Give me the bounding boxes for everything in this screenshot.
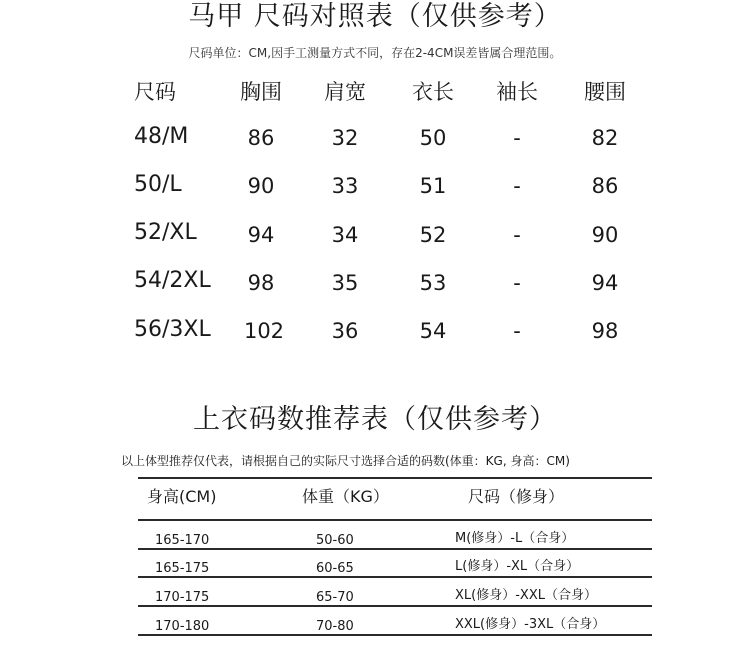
header-shoulder: 肩宽 xyxy=(324,80,366,104)
row-chest: 94 xyxy=(247,223,275,247)
row-size-fit: L(修身）-XL（合身） xyxy=(455,559,580,574)
row-size: 48/M xyxy=(134,124,189,149)
row-waist: 90 xyxy=(591,223,619,247)
row-size: 54/2XL xyxy=(134,268,211,293)
row-sleeve: - xyxy=(513,319,521,343)
row-shoulder: 36 xyxy=(331,319,359,343)
row-size: 56/3XL xyxy=(134,317,211,342)
row-shoulder: 34 xyxy=(331,223,359,247)
table-divider xyxy=(138,548,652,550)
header-size-fit: 尺码（修身） xyxy=(468,487,565,506)
row-length: 52 xyxy=(419,223,447,247)
row-chest: 86 xyxy=(247,126,275,150)
row-height: 170-180 xyxy=(155,619,210,634)
header-length: 衣长 xyxy=(412,80,454,104)
top-size-recommend-title: 上衣码数推荐表（仅供参考） xyxy=(193,404,557,435)
row-waist: 94 xyxy=(591,271,619,295)
row-sleeve: - xyxy=(513,126,521,150)
row-sleeve: - xyxy=(513,174,521,198)
row-weight: 50-60 xyxy=(316,533,354,548)
header-sleeve: 袖长 xyxy=(496,80,538,104)
row-length: 54 xyxy=(419,319,447,343)
row-length: 51 xyxy=(419,174,447,198)
row-height: 165-170 xyxy=(155,533,210,548)
row-chest: 90 xyxy=(247,174,275,198)
row-sleeve: - xyxy=(513,271,521,295)
row-chest: 98 xyxy=(247,271,275,295)
table-divider xyxy=(138,576,652,578)
table-divider xyxy=(138,605,652,607)
measurement-note: 尺码单位：CM,因手工测量方式不同，存在2-4CM误差皆属合理范围。 xyxy=(188,46,562,60)
row-size-fit: XL(修身）-XXL（合身） xyxy=(455,588,597,603)
header-weight: 体重（KG） xyxy=(302,487,389,506)
row-size-fit: XXL(修身）-3XL（合身） xyxy=(455,617,606,632)
row-weight: 65-70 xyxy=(316,590,354,605)
row-sleeve: - xyxy=(513,223,521,247)
header-waist: 腰围 xyxy=(584,80,626,104)
row-length: 53 xyxy=(419,271,447,295)
vest-size-chart-title: 马甲 尺码对照表（仅供参考） xyxy=(188,1,562,32)
row-waist: 98 xyxy=(591,319,619,343)
table-divider xyxy=(138,477,652,479)
row-waist: 82 xyxy=(591,126,619,150)
row-size: 50/L xyxy=(134,172,182,197)
row-shoulder: 32 xyxy=(331,126,359,150)
row-waist: 86 xyxy=(591,174,619,198)
row-height: 165-175 xyxy=(155,561,210,576)
row-size-fit: M(修身）-L（合身） xyxy=(455,531,575,546)
header-size: 尺码 xyxy=(134,80,176,104)
row-shoulder: 35 xyxy=(331,271,359,295)
table-divider xyxy=(138,634,652,636)
header-height: 身高(CM) xyxy=(147,487,217,506)
row-chest: 102 xyxy=(243,319,285,343)
recommend-note: 以上体型推荐仅代表，请根据自己的实际尺寸选择合适的码数(体重：KG, 身高：CM) xyxy=(121,454,570,468)
row-weight: 70-80 xyxy=(316,619,354,634)
header-chest: 胸围 xyxy=(240,80,282,104)
row-weight: 60-65 xyxy=(316,561,354,576)
row-length: 50 xyxy=(419,126,447,150)
row-size: 52/XL xyxy=(134,220,197,245)
row-height: 170-175 xyxy=(155,590,210,605)
table-divider xyxy=(138,519,652,521)
row-shoulder: 33 xyxy=(331,174,359,198)
